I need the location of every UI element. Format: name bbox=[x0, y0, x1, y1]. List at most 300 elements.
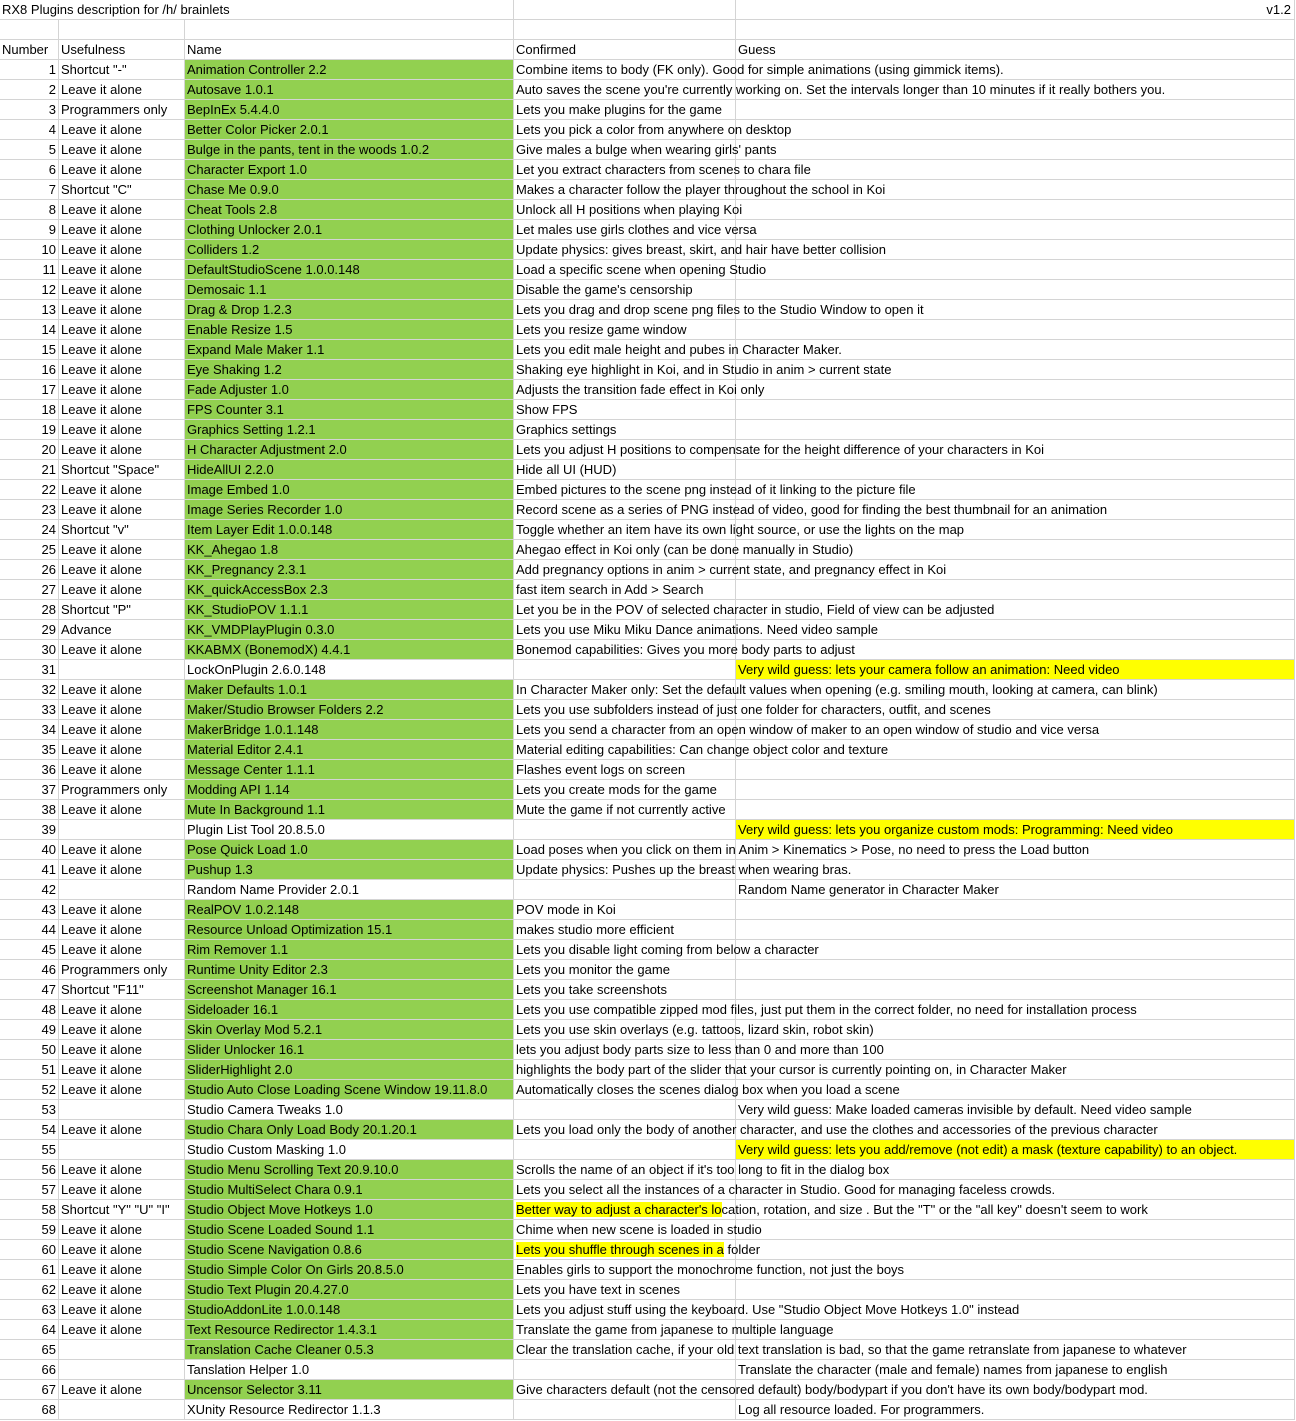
guess-cell[interactable] bbox=[736, 100, 1295, 120]
usefulness-cell[interactable]: Leave it alone bbox=[59, 1120, 185, 1140]
confirmed-cell[interactable] bbox=[514, 1400, 736, 1420]
usefulness-cell[interactable]: Leave it alone bbox=[59, 440, 185, 460]
guess-cell[interactable] bbox=[736, 940, 1295, 960]
confirmed-cell[interactable]: Adjusts the transition fade effect in Koi only bbox=[514, 380, 736, 400]
usefulness-cell[interactable]: Leave it alone bbox=[59, 1300, 185, 1320]
guess-cell[interactable] bbox=[736, 560, 1295, 580]
name-cell[interactable]: Cheat Tools 2.8 bbox=[185, 200, 514, 220]
confirmed-cell[interactable]: Load poses when you click on them in Anim > Kinematics > Pose, no need to press the Load button bbox=[514, 840, 736, 860]
guess-cell[interactable] bbox=[736, 1020, 1295, 1040]
name-cell[interactable]: Modding API 1.14 bbox=[185, 780, 514, 800]
guess-cell[interactable] bbox=[736, 1320, 1295, 1340]
number-cell[interactable]: 56 bbox=[0, 1160, 59, 1180]
guess-cell[interactable] bbox=[736, 1080, 1295, 1100]
name-cell[interactable]: Studio Simple Color On Girls 20.8.5.0 bbox=[185, 1260, 514, 1280]
confirmed-cell[interactable]: Give characters default (not the censored default) body/bodypart if you don't have its own body/bodypart mod. bbox=[514, 1380, 736, 1400]
name-cell[interactable]: Chase Me 0.9.0 bbox=[185, 180, 514, 200]
number-cell[interactable]: 68 bbox=[0, 1400, 59, 1420]
number-cell[interactable]: 25 bbox=[0, 540, 59, 560]
usefulness-cell[interactable]: Programmers only bbox=[59, 100, 185, 120]
confirmed-cell[interactable]: Give males a bulge when wearing girls' pants bbox=[514, 140, 736, 160]
guess-cell[interactable]: Very wild guess: Make loaded cameras invisible by default. Need video sample bbox=[736, 1100, 1295, 1120]
confirmed-cell[interactable]: Lets you load only the body of another character, and use the clothes and accessories of the previous character bbox=[514, 1120, 736, 1140]
guess-cell[interactable] bbox=[736, 220, 1295, 240]
number-cell[interactable]: 2 bbox=[0, 80, 59, 100]
name-cell[interactable]: LockOnPlugin 2.6.0.148 bbox=[185, 660, 514, 680]
number-cell[interactable]: 13 bbox=[0, 300, 59, 320]
number-cell[interactable]: 41 bbox=[0, 860, 59, 880]
number-cell[interactable]: 5 bbox=[0, 140, 59, 160]
usefulness-cell[interactable]: Shortcut "C" bbox=[59, 180, 185, 200]
number-cell[interactable]: 60 bbox=[0, 1240, 59, 1260]
guess-cell[interactable] bbox=[736, 320, 1295, 340]
usefulness-cell[interactable]: Leave it alone bbox=[59, 1160, 185, 1180]
number-cell[interactable]: 62 bbox=[0, 1280, 59, 1300]
header-confirmed[interactable]: Confirmed bbox=[514, 40, 736, 60]
usefulness-cell[interactable]: Programmers only bbox=[59, 780, 185, 800]
number-cell[interactable]: 1 bbox=[0, 60, 59, 80]
confirmed-cell[interactable]: Update physics: gives breast, skirt, and hair have better collision bbox=[514, 240, 736, 260]
number-cell[interactable]: 16 bbox=[0, 360, 59, 380]
guess-cell[interactable] bbox=[736, 540, 1295, 560]
name-cell[interactable]: Studio Scene Navigation 0.8.6 bbox=[185, 1240, 514, 1260]
number-cell[interactable]: 24 bbox=[0, 520, 59, 540]
usefulness-cell[interactable]: Leave it alone bbox=[59, 120, 185, 140]
guess-cell[interactable] bbox=[736, 400, 1295, 420]
confirmed-cell[interactable]: Lets you adjust stuff using the keyboard. Use "Studio Object Move Hotkeys 1.0" instead bbox=[514, 1300, 736, 1320]
name-cell[interactable]: Fade Adjuster 1.0 bbox=[185, 380, 514, 400]
confirmed-cell[interactable]: Lets you edit male height and pubes in Character Maker. bbox=[514, 340, 736, 360]
usefulness-cell[interactable]: Leave it alone bbox=[59, 840, 185, 860]
number-cell[interactable]: 44 bbox=[0, 920, 59, 940]
confirmed-cell[interactable]: Translate the game from japanese to multiple language bbox=[514, 1320, 736, 1340]
guess-cell[interactable] bbox=[736, 80, 1295, 100]
number-cell[interactable]: 36 bbox=[0, 760, 59, 780]
name-cell[interactable]: Studio Object Move Hotkeys 1.0 bbox=[185, 1200, 514, 1220]
usefulness-cell[interactable]: Shortcut "-" bbox=[59, 60, 185, 80]
number-cell[interactable]: 64 bbox=[0, 1320, 59, 1340]
number-cell[interactable]: 14 bbox=[0, 320, 59, 340]
guess-cell[interactable] bbox=[736, 1280, 1295, 1300]
number-cell[interactable]: 35 bbox=[0, 740, 59, 760]
number-cell[interactable]: 49 bbox=[0, 1020, 59, 1040]
guess-cell[interactable] bbox=[736, 280, 1295, 300]
usefulness-cell[interactable]: Leave it alone bbox=[59, 360, 185, 380]
usefulness-cell[interactable]: Advance bbox=[59, 620, 185, 640]
guess-cell[interactable] bbox=[736, 260, 1295, 280]
guess-cell[interactable] bbox=[736, 420, 1295, 440]
confirmed-cell[interactable]: Lets you send a character from an open window of maker to an open window of studio and vice versa bbox=[514, 720, 736, 740]
guess-cell[interactable] bbox=[736, 780, 1295, 800]
guess-cell[interactable] bbox=[736, 1040, 1295, 1060]
confirmed-cell[interactable]: Record scene as a series of PNG instead of video, good for finding the best thumbnail for an animation bbox=[514, 500, 736, 520]
guess-cell[interactable] bbox=[736, 140, 1295, 160]
confirmed-cell[interactable]: Makes a character follow the player throughout the school in Koi bbox=[514, 180, 736, 200]
sheet-title[interactable]: RX8 Plugins description for /h/ brainlets bbox=[0, 0, 514, 20]
name-cell[interactable]: Runtime Unity Editor 2.3 bbox=[185, 960, 514, 980]
confirmed-cell[interactable]: Lets you use Miku Miku Dance animations. Need video sample bbox=[514, 620, 736, 640]
usefulness-cell[interactable] bbox=[59, 1140, 185, 1160]
usefulness-cell[interactable]: Programmers only bbox=[59, 960, 185, 980]
name-cell[interactable]: Message Center 1.1.1 bbox=[185, 760, 514, 780]
guess-cell[interactable] bbox=[736, 900, 1295, 920]
guess-cell[interactable] bbox=[736, 520, 1295, 540]
confirmed-cell[interactable]: Unlock all H positions when playing Koi bbox=[514, 200, 736, 220]
number-cell[interactable]: 20 bbox=[0, 440, 59, 460]
number-cell[interactable]: 30 bbox=[0, 640, 59, 660]
usefulness-cell[interactable] bbox=[59, 1400, 185, 1420]
confirmed-cell[interactable]: Toggle whether an item have its own light source, or use the lights on the map bbox=[514, 520, 736, 540]
number-cell[interactable]: 11 bbox=[0, 260, 59, 280]
confirmed-cell[interactable]: Lets you use skin overlays (e.g. tattoos, lizard skin, robot skin) bbox=[514, 1020, 736, 1040]
guess-cell[interactable]: Very wild guess: lets your camera follow an animation: Need video bbox=[736, 660, 1295, 680]
name-cell[interactable]: Uncensor Selector 3.11 bbox=[185, 1380, 514, 1400]
number-cell[interactable]: 40 bbox=[0, 840, 59, 860]
guess-cell[interactable] bbox=[736, 1060, 1295, 1080]
number-cell[interactable]: 65 bbox=[0, 1340, 59, 1360]
number-cell[interactable]: 59 bbox=[0, 1220, 59, 1240]
guess-cell[interactable] bbox=[736, 700, 1295, 720]
usefulness-cell[interactable]: Leave it alone bbox=[59, 380, 185, 400]
confirmed-cell[interactable]: Lets you use compatible zipped mod files, just put them in the correct folder, no need for installation process bbox=[514, 1000, 736, 1020]
guess-cell[interactable] bbox=[736, 1340, 1295, 1360]
name-cell[interactable]: Studio Text Plugin 20.4.27.0 bbox=[185, 1280, 514, 1300]
name-cell[interactable]: StudioAddonLite 1.0.0.148 bbox=[185, 1300, 514, 1320]
number-cell[interactable]: 6 bbox=[0, 160, 59, 180]
number-cell[interactable]: 53 bbox=[0, 1100, 59, 1120]
guess-cell[interactable] bbox=[736, 640, 1295, 660]
guess-cell[interactable] bbox=[736, 460, 1295, 480]
guess-cell[interactable] bbox=[736, 500, 1295, 520]
name-cell[interactable]: Studio Camera Tweaks 1.0 bbox=[185, 1100, 514, 1120]
guess-cell[interactable] bbox=[736, 440, 1295, 460]
usefulness-cell[interactable]: Leave it alone bbox=[59, 540, 185, 560]
confirmed-cell[interactable]: Embed pictures to the scene png instead of it linking to the picture file bbox=[514, 480, 736, 500]
confirmed-cell[interactable]: POV mode in Koi bbox=[514, 900, 736, 920]
name-cell[interactable]: Plugin List Tool 20.8.5.0 bbox=[185, 820, 514, 840]
number-cell[interactable]: 54 bbox=[0, 1120, 59, 1140]
usefulness-cell[interactable]: Leave it alone bbox=[59, 140, 185, 160]
confirmed-cell[interactable] bbox=[514, 660, 736, 680]
name-cell[interactable]: Material Editor 2.4.1 bbox=[185, 740, 514, 760]
confirmed-cell[interactable]: lets you adjust body parts size to less than 0 and more than 100 bbox=[514, 1040, 736, 1060]
usefulness-cell[interactable]: Leave it alone bbox=[59, 680, 185, 700]
guess-cell[interactable] bbox=[736, 1160, 1295, 1180]
usefulness-cell[interactable]: Leave it alone bbox=[59, 1080, 185, 1100]
confirmed-cell[interactable]: Automatically closes the scenes dialog box when you load a scene bbox=[514, 1080, 736, 1100]
name-cell[interactable]: Pose Quick Load 1.0 bbox=[185, 840, 514, 860]
number-cell[interactable]: 52 bbox=[0, 1080, 59, 1100]
usefulness-cell[interactable] bbox=[59, 1360, 185, 1380]
name-cell[interactable]: Character Export 1.0 bbox=[185, 160, 514, 180]
usefulness-cell[interactable]: Leave it alone bbox=[59, 560, 185, 580]
guess-cell[interactable] bbox=[736, 60, 1295, 80]
confirmed-cell[interactable] bbox=[514, 1100, 736, 1120]
confirmed-cell[interactable]: Let you be in the POV of selected character in studio, Field of view can be adjusted bbox=[514, 600, 736, 620]
number-cell[interactable]: 9 bbox=[0, 220, 59, 240]
number-cell[interactable]: 55 bbox=[0, 1140, 59, 1160]
confirmed-cell[interactable] bbox=[514, 820, 736, 840]
usefulness-cell[interactable]: Leave it alone bbox=[59, 400, 185, 420]
usefulness-cell[interactable]: Leave it alone bbox=[59, 1320, 185, 1340]
confirmed-cell[interactable]: Lets you drag and drop scene png files to the Studio Window to open it bbox=[514, 300, 736, 320]
confirmed-cell[interactable]: Ahegao effect in Koi only (can be done manually in Studio) bbox=[514, 540, 736, 560]
guess-cell[interactable] bbox=[736, 960, 1295, 980]
confirmed-cell[interactable]: Material editing capabilities: Can change object color and texture bbox=[514, 740, 736, 760]
number-cell[interactable]: 46 bbox=[0, 960, 59, 980]
usefulness-cell[interactable]: Leave it alone bbox=[59, 200, 185, 220]
name-cell[interactable]: XUnity Resource Redirector 1.1.3 bbox=[185, 1400, 514, 1420]
name-cell[interactable]: Studio Custom Masking 1.0 bbox=[185, 1140, 514, 1160]
usefulness-cell[interactable]: Leave it alone bbox=[59, 1380, 185, 1400]
number-cell[interactable]: 21 bbox=[0, 460, 59, 480]
guess-cell[interactable] bbox=[736, 1380, 1295, 1400]
number-cell[interactable]: 15 bbox=[0, 340, 59, 360]
usefulness-cell[interactable]: Leave it alone bbox=[59, 1020, 185, 1040]
guess-cell[interactable] bbox=[736, 1260, 1295, 1280]
confirmed-cell[interactable]: Add pregnancy options in anim > current state, and pregnancy effect in Koi bbox=[514, 560, 736, 580]
header-usefulness[interactable]: Usefulness bbox=[59, 40, 185, 60]
guess-cell[interactable] bbox=[736, 760, 1295, 780]
name-cell[interactable]: KK_VMDPlayPlugin 0.3.0 bbox=[185, 620, 514, 640]
number-cell[interactable]: 37 bbox=[0, 780, 59, 800]
usefulness-cell[interactable]: Leave it alone bbox=[59, 760, 185, 780]
usefulness-cell[interactable]: Leave it alone bbox=[59, 1240, 185, 1260]
number-cell[interactable]: 57 bbox=[0, 1180, 59, 1200]
number-cell[interactable]: 63 bbox=[0, 1300, 59, 1320]
guess-cell[interactable] bbox=[736, 860, 1295, 880]
name-cell[interactable]: Studio MultiSelect Chara 0.9.1 bbox=[185, 1180, 514, 1200]
usefulness-cell[interactable]: Leave it alone bbox=[59, 720, 185, 740]
confirmed-cell[interactable]: Lets you use subfolders instead of just one folder for characters, outfit, and scenes bbox=[514, 700, 736, 720]
confirmed-cell[interactable]: In Character Maker only: Set the default values when opening (e.g. smiling mouth, looking at camera, can blink) bbox=[514, 680, 736, 700]
usefulness-cell[interactable] bbox=[59, 1100, 185, 1120]
name-cell[interactable]: HideAllUI 2.2.0 bbox=[185, 460, 514, 480]
guess-cell[interactable] bbox=[736, 1240, 1295, 1260]
name-cell[interactable]: Studio Scene Loaded Sound 1.1 bbox=[185, 1220, 514, 1240]
number-cell[interactable]: 18 bbox=[0, 400, 59, 420]
usefulness-cell[interactable]: Leave it alone bbox=[59, 920, 185, 940]
number-cell[interactable]: 47 bbox=[0, 980, 59, 1000]
usefulness-cell[interactable]: Leave it alone bbox=[59, 280, 185, 300]
name-cell[interactable]: Resource Unload Optimization 15.1 bbox=[185, 920, 514, 940]
number-cell[interactable]: 32 bbox=[0, 680, 59, 700]
number-cell[interactable]: 12 bbox=[0, 280, 59, 300]
name-cell[interactable]: KK_StudioPOV 1.1.1 bbox=[185, 600, 514, 620]
number-cell[interactable]: 45 bbox=[0, 940, 59, 960]
confirmed-cell[interactable]: Lets you have text in scenes bbox=[514, 1280, 736, 1300]
usefulness-cell[interactable]: Leave it alone bbox=[59, 320, 185, 340]
guess-cell[interactable] bbox=[736, 800, 1295, 820]
guess-cell[interactable]: Random Name generator in Character Maker bbox=[736, 880, 1295, 900]
number-cell[interactable]: 3 bbox=[0, 100, 59, 120]
guess-cell[interactable] bbox=[736, 600, 1295, 620]
header-guess[interactable]: Guess bbox=[736, 40, 1295, 60]
usefulness-cell[interactable]: Leave it alone bbox=[59, 160, 185, 180]
usefulness-cell[interactable]: Leave it alone bbox=[59, 300, 185, 320]
usefulness-cell[interactable] bbox=[59, 660, 185, 680]
name-cell[interactable]: Translation Cache Cleaner 0.5.3 bbox=[185, 1340, 514, 1360]
usefulness-cell[interactable]: Leave it alone bbox=[59, 860, 185, 880]
confirmed-cell[interactable]: Update physics: Pushes up the breast when wearing bras. bbox=[514, 860, 736, 880]
confirmed-cell[interactable]: makes studio more efficient bbox=[514, 920, 736, 940]
confirmed-cell[interactable]: fast item search in Add > Search bbox=[514, 580, 736, 600]
confirmed-cell[interactable]: Lets you pick a color from anywhere on desktop bbox=[514, 120, 736, 140]
confirmed-cell[interactable]: Lets you create mods for the game bbox=[514, 780, 736, 800]
guess-cell[interactable] bbox=[736, 980, 1295, 1000]
guess-cell[interactable] bbox=[736, 620, 1295, 640]
usefulness-cell[interactable] bbox=[59, 820, 185, 840]
usefulness-cell[interactable]: Leave it alone bbox=[59, 1000, 185, 1020]
guess-cell[interactable]: Very wild guess: lets you add/remove (not edit) a mask (texture capability) to an object. bbox=[736, 1140, 1295, 1160]
guess-cell[interactable] bbox=[736, 360, 1295, 380]
name-cell[interactable]: MakerBridge 1.0.1.148 bbox=[185, 720, 514, 740]
name-cell[interactable]: Image Series Recorder 1.0 bbox=[185, 500, 514, 520]
confirmed-cell[interactable]: Lets you make plugins for the game bbox=[514, 100, 736, 120]
usefulness-cell[interactable]: Leave it alone bbox=[59, 260, 185, 280]
confirmed-cell[interactable]: Lets you resize game window bbox=[514, 320, 736, 340]
usefulness-cell[interactable]: Leave it alone bbox=[59, 420, 185, 440]
guess-cell[interactable]: Log all resource loaded. For programmers. bbox=[736, 1400, 1295, 1420]
number-cell[interactable]: 67 bbox=[0, 1380, 59, 1400]
usefulness-cell[interactable]: Leave it alone bbox=[59, 240, 185, 260]
name-cell[interactable]: Studio Auto Close Loading Scene Window 19.11.8.0 bbox=[185, 1080, 514, 1100]
guess-cell[interactable] bbox=[736, 720, 1295, 740]
name-cell[interactable]: Bulge in the pants, tent in the woods 1.0.2 bbox=[185, 140, 514, 160]
usefulness-cell[interactable]: Leave it alone bbox=[59, 1280, 185, 1300]
name-cell[interactable]: Mute In Background 1.1 bbox=[185, 800, 514, 820]
guess-cell[interactable] bbox=[736, 920, 1295, 940]
name-cell[interactable]: RealPOV 1.0.2.148 bbox=[185, 900, 514, 920]
usefulness-cell[interactable]: Leave it alone bbox=[59, 580, 185, 600]
guess-cell[interactable] bbox=[736, 740, 1295, 760]
name-cell[interactable]: SliderHighlight 2.0 bbox=[185, 1060, 514, 1080]
usefulness-cell[interactable]: Leave it alone bbox=[59, 740, 185, 760]
name-cell[interactable]: Graphics Setting 1.2.1 bbox=[185, 420, 514, 440]
guess-cell[interactable] bbox=[736, 580, 1295, 600]
guess-cell[interactable] bbox=[736, 1220, 1295, 1240]
number-cell[interactable]: 10 bbox=[0, 240, 59, 260]
name-cell[interactable]: H Character Adjustment 2.0 bbox=[185, 440, 514, 460]
guess-cell[interactable] bbox=[736, 1000, 1295, 1020]
number-cell[interactable]: 19 bbox=[0, 420, 59, 440]
name-cell[interactable]: Eye Shaking 1.2 bbox=[185, 360, 514, 380]
number-cell[interactable]: 28 bbox=[0, 600, 59, 620]
usefulness-cell[interactable]: Leave it alone bbox=[59, 480, 185, 500]
confirmed-cell[interactable]: Chime when new scene is loaded in studio bbox=[514, 1220, 736, 1240]
usefulness-cell[interactable] bbox=[59, 1340, 185, 1360]
number-cell[interactable]: 61 bbox=[0, 1260, 59, 1280]
name-cell[interactable]: Enable Resize 1.5 bbox=[185, 320, 514, 340]
number-cell[interactable]: 39 bbox=[0, 820, 59, 840]
name-cell[interactable]: Tanslation Helper 1.0 bbox=[185, 1360, 514, 1380]
number-cell[interactable]: 8 bbox=[0, 200, 59, 220]
confirmed-cell[interactable]: Lets you select all the instances of a character in Studio. Good for managing faceless crowds. bbox=[514, 1180, 736, 1200]
name-cell[interactable]: Clothing Unlocker 2.0.1 bbox=[185, 220, 514, 240]
guess-cell[interactable] bbox=[736, 380, 1295, 400]
number-cell[interactable]: 38 bbox=[0, 800, 59, 820]
number-cell[interactable]: 31 bbox=[0, 660, 59, 680]
name-cell[interactable]: Item Layer Edit 1.0.0.148 bbox=[185, 520, 514, 540]
name-cell[interactable]: Drag & Drop 1.2.3 bbox=[185, 300, 514, 320]
usefulness-cell[interactable]: Leave it alone bbox=[59, 940, 185, 960]
usefulness-cell[interactable]: Leave it alone bbox=[59, 1180, 185, 1200]
number-cell[interactable]: 27 bbox=[0, 580, 59, 600]
name-cell[interactable]: Rim Remover 1.1 bbox=[185, 940, 514, 960]
confirmed-cell[interactable]: Load a specific scene when opening Studio bbox=[514, 260, 736, 280]
name-cell[interactable]: Slider Unlocker 16.1 bbox=[185, 1040, 514, 1060]
confirmed-cell[interactable]: Lets you adjust H positions to compensate for the height difference of your characters in Koi bbox=[514, 440, 736, 460]
confirmed-cell[interactable]: Bonemod capabilities: Gives you more body parts to adjust bbox=[514, 640, 736, 660]
confirmed-cell[interactable]: Combine items to body (FK only). Good for simple animations (using gimmick items). bbox=[514, 60, 736, 80]
number-cell[interactable]: 34 bbox=[0, 720, 59, 740]
name-cell[interactable]: KKABMX (BonemodX) 4.4.1 bbox=[185, 640, 514, 660]
guess-cell[interactable] bbox=[736, 840, 1295, 860]
confirmed-cell[interactable]: Clear the translation cache, if your old text translation is bad, so that the game retranslate from japanese to whatever bbox=[514, 1340, 736, 1360]
confirmed-cell[interactable] bbox=[514, 880, 736, 900]
number-cell[interactable]: 26 bbox=[0, 560, 59, 580]
confirmed-cell[interactable]: Show FPS bbox=[514, 400, 736, 420]
guess-cell[interactable] bbox=[736, 240, 1295, 260]
number-cell[interactable]: 17 bbox=[0, 380, 59, 400]
usefulness-cell[interactable]: Leave it alone bbox=[59, 800, 185, 820]
name-cell[interactable]: Studio Chara Only Load Body 20.1.20.1 bbox=[185, 1120, 514, 1140]
guess-cell[interactable] bbox=[736, 1300, 1295, 1320]
number-cell[interactable]: 23 bbox=[0, 500, 59, 520]
usefulness-cell[interactable]: Leave it alone bbox=[59, 220, 185, 240]
name-cell[interactable]: Expand Male Maker 1.1 bbox=[185, 340, 514, 360]
name-cell[interactable]: Image Embed 1.0 bbox=[185, 480, 514, 500]
confirmed-cell[interactable]: Mute the game if not currently active bbox=[514, 800, 736, 820]
name-cell[interactable]: Sideloader 16.1 bbox=[185, 1000, 514, 1020]
name-cell[interactable]: Screenshot Manager 16.1 bbox=[185, 980, 514, 1000]
confirmed-cell[interactable]: Lets you monitor the game bbox=[514, 960, 736, 980]
number-cell[interactable]: 22 bbox=[0, 480, 59, 500]
usefulness-cell[interactable]: Shortcut "Y" "U" "I" bbox=[59, 1200, 185, 1220]
confirmed-cell[interactable]: Let you extract characters from scenes to chara file bbox=[514, 160, 736, 180]
guess-cell[interactable] bbox=[736, 200, 1295, 220]
confirmed-cell[interactable]: Hide all UI (HUD) bbox=[514, 460, 736, 480]
name-cell[interactable]: DefaultStudioScene 1.0.0.148 bbox=[185, 260, 514, 280]
confirmed-cell[interactable]: Disable the game's censorship bbox=[514, 280, 736, 300]
guess-cell[interactable] bbox=[736, 680, 1295, 700]
name-cell[interactable]: Studio Menu Scrolling Text 20.9.10.0 bbox=[185, 1160, 514, 1180]
usefulness-cell[interactable] bbox=[59, 880, 185, 900]
number-cell[interactable]: 50 bbox=[0, 1040, 59, 1060]
guess-cell[interactable] bbox=[736, 120, 1295, 140]
confirmed-cell[interactable]: highlights the body part of the slider that your cursor is currently pointing on, in Character Maker bbox=[514, 1060, 736, 1080]
usefulness-cell[interactable]: Leave it alone bbox=[59, 1260, 185, 1280]
confirmed-cell[interactable]: Lets you disable light coming from below a character bbox=[514, 940, 736, 960]
confirmed-cell[interactable]: Lets you take screenshots bbox=[514, 980, 736, 1000]
usefulness-cell[interactable]: Leave it alone bbox=[59, 640, 185, 660]
usefulness-cell[interactable]: Leave it alone bbox=[59, 1220, 185, 1240]
usefulness-cell[interactable]: Leave it alone bbox=[59, 1040, 185, 1060]
name-cell[interactable]: Demosaic 1.1 bbox=[185, 280, 514, 300]
number-cell[interactable]: 66 bbox=[0, 1360, 59, 1380]
guess-cell[interactable] bbox=[736, 180, 1295, 200]
guess-cell[interactable] bbox=[736, 1180, 1295, 1200]
confirmed-cell[interactable]: Let males use girls clothes and vice versa bbox=[514, 220, 736, 240]
number-cell[interactable]: 7 bbox=[0, 180, 59, 200]
name-cell[interactable]: Pushup 1.3 bbox=[185, 860, 514, 880]
usefulness-cell[interactable]: Leave it alone bbox=[59, 900, 185, 920]
name-cell[interactable]: FPS Counter 3.1 bbox=[185, 400, 514, 420]
number-cell[interactable]: 48 bbox=[0, 1000, 59, 1020]
usefulness-cell[interactable]: Leave it alone bbox=[59, 80, 185, 100]
usefulness-cell[interactable]: Leave it alone bbox=[59, 340, 185, 360]
number-cell[interactable]: 33 bbox=[0, 700, 59, 720]
